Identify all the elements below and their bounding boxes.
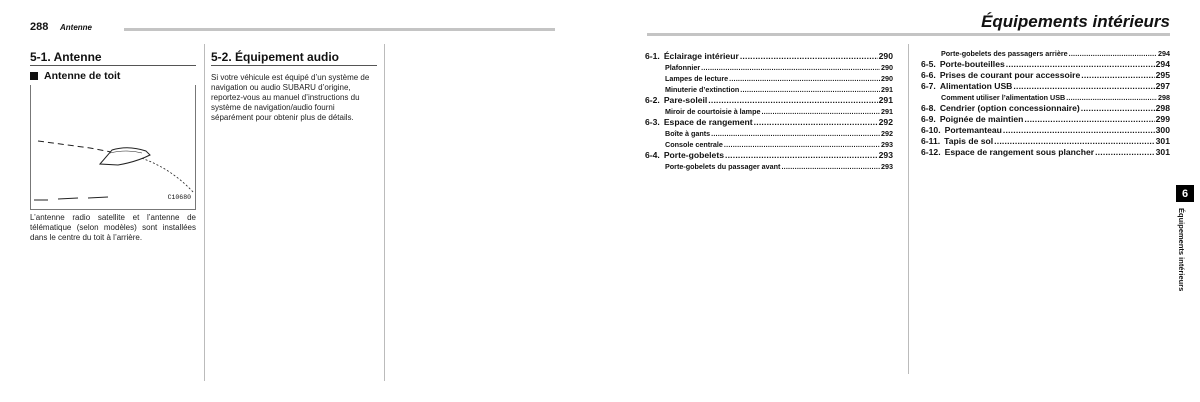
toc-entry-page: 292 (878, 117, 893, 127)
toc-entry-page: 300 (1155, 125, 1170, 135)
toc-entry[interactable] (645, 73, 893, 84)
dot-leader (1024, 114, 1154, 125)
toc-entry-page: 301 (1155, 147, 1170, 157)
roof-antenna-figure (30, 85, 196, 210)
header-rule (124, 28, 555, 31)
toc-entry-number: 6-3. (645, 117, 660, 127)
column-divider (908, 44, 909, 374)
toc-entry-number: 6-4. (645, 150, 660, 160)
figure-code: C10680 (167, 194, 191, 201)
toc-entry-number: 6-6. (921, 70, 936, 80)
toc-entry[interactable] (921, 81, 1170, 92)
dot-leader (701, 62, 880, 73)
dot-leader (729, 73, 880, 84)
toc-entry-label: Cendrier (option concessionnaire) (939, 103, 1080, 113)
toc-entry-label: Minuterie d’extinction (665, 85, 740, 94)
toc-entry-label: Alimentation USB (939, 81, 1013, 91)
toc-entry-label: Boîte à gants (665, 129, 711, 138)
toc-entry-page: 293 (881, 162, 893, 171)
left-page-header (30, 20, 555, 36)
toc-entry-number: 6-1. (645, 51, 660, 61)
dot-leader (724, 139, 880, 150)
toc-entry-label: Comment utiliser l’alimentation USB (941, 93, 1066, 102)
toc-entry-label: Porte-bouteilles (939, 59, 1005, 69)
toc-entry-label: Console centrale (665, 140, 723, 149)
toc-entry[interactable] (645, 150, 893, 161)
toc-entry-page: 294 (1158, 49, 1170, 58)
antenna-description: L’antenne radio satellite et l’antenne de télématique (selon modèles) sont installées dans le centre du toit à l’arrière. (30, 213, 196, 242)
dot-leader (781, 161, 880, 172)
toc-entry-number: 6-5. (921, 59, 936, 69)
dot-leader (1081, 103, 1155, 114)
dot-leader (708, 95, 877, 106)
toc-entry-label: Tapis de sol (944, 136, 994, 146)
dot-leader (725, 150, 878, 161)
toc-entry[interactable] (921, 114, 1170, 125)
toc-entry-label: Porte-gobelets des passagers arrière (941, 49, 1068, 58)
toc-entry[interactable] (645, 62, 893, 73)
toc-entry[interactable] (645, 95, 893, 106)
toc-entry-number: 6-10. (921, 125, 941, 135)
toc-entry-number: 6-2. (645, 95, 660, 105)
column-divider (204, 44, 205, 381)
toc-entry-number: 6-8. (921, 103, 936, 113)
dot-leader (740, 51, 878, 62)
toc-entry[interactable] (921, 147, 1170, 158)
subsection-label: Antenne de toit (44, 70, 121, 82)
toc-entry[interactable] (921, 48, 1170, 59)
toc-entry-page: 291 (878, 95, 893, 105)
toc-column-1 (645, 51, 893, 172)
toc-entry-page: 299 (1155, 114, 1170, 124)
toc-entry-page: 298 (1155, 103, 1170, 113)
toc-entry-page: 290 (881, 63, 893, 72)
toc-entry[interactable] (921, 70, 1170, 81)
toc-entry[interactable] (645, 139, 893, 150)
toc-entry-label: Miroir de courtoisie à lampe (665, 107, 761, 116)
subsection-roof-antenna (30, 70, 120, 82)
audio-description: Si votre véhicule est équipé d’un système de navigation ou audio SUBARU d’origine, reportez-vous au manuel d’instructions du système de navigation/audio fourni séparément pour obtenir plus de détails. (211, 73, 370, 122)
toc-entry[interactable] (645, 117, 893, 128)
toc-entry-number: 6-9. (921, 114, 936, 124)
toc-column-2 (921, 48, 1170, 158)
dot-leader (1003, 125, 1155, 136)
section-title-audio: 5-2. Équipement audio (211, 50, 340, 64)
toc-entry-page: 291 (881, 85, 893, 94)
chapter-tab: 6 (1176, 185, 1194, 202)
toc-entry-page: 297 (1155, 81, 1170, 91)
toc-entry-label: Lampes de lecture (665, 74, 729, 83)
toc-entry-page: 291 (881, 107, 893, 116)
dot-leader (754, 117, 878, 128)
section-rule-audio (211, 65, 377, 66)
dot-leader (1095, 147, 1155, 158)
dot-leader (711, 128, 880, 139)
section-title-antenna: 5-1. Antenne (30, 50, 102, 64)
toc-entry-label: Portemanteau (944, 125, 1002, 135)
dot-leader (1081, 70, 1154, 81)
chapter-title: Équipements intérieurs (981, 12, 1170, 31)
dot-leader (740, 84, 880, 95)
square-bullet-icon (30, 72, 38, 80)
toc-entry-page: 292 (881, 129, 893, 138)
toc-entry-page: 290 (881, 74, 893, 83)
toc-entry[interactable] (921, 136, 1170, 147)
toc-entry-number: 6-12. (921, 147, 941, 157)
toc-entry[interactable] (645, 106, 893, 117)
dot-leader (1013, 81, 1154, 92)
toc-entry[interactable] (921, 92, 1170, 103)
dot-leader (1069, 48, 1157, 59)
car-roof-antenna-illustration (30, 85, 196, 210)
toc-entry-label: Porte-gobelets du passager avant (665, 162, 781, 171)
toc-entry-page: 290 (878, 51, 893, 61)
toc-entry-page: 298 (1158, 93, 1170, 102)
toc-entry-label: Éclairage intérieur (663, 51, 739, 61)
toc-entry-page: 295 (1155, 70, 1170, 80)
dot-leader (761, 106, 880, 117)
toc-entry[interactable] (645, 84, 893, 95)
toc-entry[interactable] (921, 103, 1170, 114)
toc-entry-label: Porte-gobelets (663, 150, 724, 160)
dot-leader (1006, 59, 1155, 70)
toc-entry-label: Plafonnier (665, 63, 701, 72)
toc-entry[interactable] (921, 59, 1170, 70)
toc-entry-number: 6-7. (921, 81, 936, 91)
toc-entry[interactable] (645, 128, 893, 139)
section-rule-antenna (30, 65, 196, 66)
running-head: Antenne (60, 23, 92, 32)
toc-entry[interactable] (921, 125, 1170, 136)
toc-entry-label: Espace de rangement (663, 117, 753, 127)
chapter-side-label: Équipements intérieurs (1177, 208, 1186, 292)
toc-entry-page: 301 (1155, 136, 1170, 146)
toc-entry-label: Prises de courant pour accessoire (939, 70, 1081, 80)
toc-entry[interactable] (645, 161, 893, 172)
page-number: 288 (30, 21, 49, 33)
toc-entry-label: Pare-soleil (663, 95, 708, 105)
toc-entry-label: Poignée de maintien (939, 114, 1024, 124)
toc-entry-number: 6-11. (921, 136, 941, 146)
header-rule (647, 33, 1170, 36)
dot-leader (1066, 92, 1157, 103)
toc-entry-label: Espace de rangement sous plancher (944, 147, 1095, 157)
toc-entry-page: 293 (881, 140, 893, 149)
column-divider (384, 44, 385, 381)
toc-entry-page: 294 (1155, 59, 1170, 69)
toc-entry-page: 293 (878, 150, 893, 160)
toc-entry[interactable] (645, 51, 893, 62)
dot-leader (994, 136, 1155, 147)
